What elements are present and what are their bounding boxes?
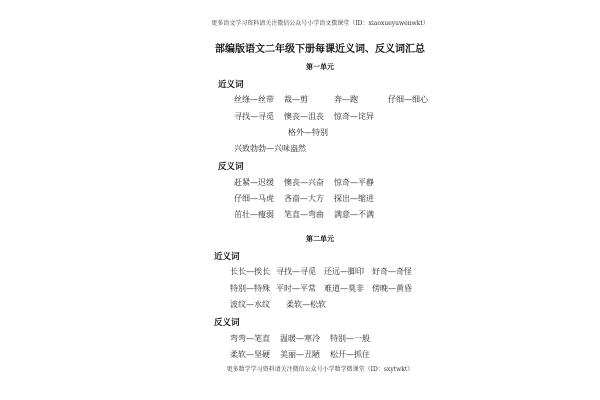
word-pair: 格外—特别 [288, 128, 328, 137]
word-pair: 满意—不满 [334, 210, 374, 219]
word-pair: 裁—剪 [284, 95, 308, 104]
word-pair: 温暖—寒冷 [280, 334, 320, 343]
word-pair: 好奇—奇怪 [372, 267, 412, 276]
word-pair: 仔细—马虎 [234, 194, 274, 203]
word-pair: 傍晚—黄昏 [372, 284, 412, 293]
document-page [200, 10, 440, 390]
unit2-antonyms-label: 反义词 [214, 318, 240, 328]
unit1-syn-row-3 [288, 127, 328, 138]
unit2-syn-row-3 [230, 299, 326, 310]
footer-note: 更多数学学习资料请关注微信公众号小学数学微课堂（ID：sxytwkt） [226, 366, 414, 373]
word-pair: 美丽—丑陋 [280, 350, 320, 359]
word-pair: 兴致勃勃—兴味盎然 [234, 144, 306, 153]
word-pair: 平时—平常 [276, 284, 316, 293]
word-pair: 寻找—寻觅 [234, 112, 274, 121]
unit1-ant-row-1 [234, 177, 374, 188]
unit2-ant-row-1 [230, 333, 370, 344]
word-pair: 特别—一般 [330, 334, 370, 343]
unit1-syn-row-2 [234, 111, 374, 122]
word-pair: 懊丧—兴奋 [284, 178, 324, 187]
unit1-synonyms-label: 近义词 [218, 80, 244, 90]
unit1-syn-row-4 [234, 143, 306, 154]
word-pair: 茁壮—瘦弱 [234, 210, 274, 219]
word-pair: 探出—缩进 [334, 194, 374, 203]
word-pair: 赶紧—迟缓 [234, 178, 274, 187]
word-pair: 特别—特殊 [230, 284, 270, 293]
word-pair: 仔细—细心 [388, 95, 428, 104]
unit1-ant-row-2 [234, 193, 374, 204]
word-pair: 还远—脚印 [324, 267, 364, 276]
page-title: 部编版语文二年级下册每课近义词、反义词汇总 [215, 44, 425, 55]
word-pair: 寻找—寻觅 [276, 267, 316, 276]
unit2-syn-row-2 [230, 283, 412, 294]
word-pair: 丝绦—丝带 [234, 95, 274, 104]
unit1-antonyms-label: 反义词 [218, 162, 244, 172]
word-pair: 松开—抓住 [330, 350, 370, 359]
unit1-syn-row-1 [234, 94, 428, 105]
word-pair: 吝啬—大方 [284, 194, 324, 203]
word-pair: 弯弯—笔直 [230, 334, 270, 343]
word-pair: 柔软—坚硬 [230, 350, 270, 359]
unit2-synonyms-label: 近义词 [214, 252, 240, 262]
header-note: 更多语文学习资料请关注微信公众号小学语文微课堂（ID：xiaoxueyuwenwkt） [211, 20, 429, 27]
word-pair: 难道—莫非 [324, 284, 364, 293]
unit2-ant-row-2 [230, 349, 370, 360]
unit2-syn-row-1 [230, 266, 412, 277]
word-pair: 波纹—水纹 [230, 300, 270, 309]
word-pair: 奔—跑 [334, 95, 358, 104]
word-pair: 笔直—弯曲 [284, 210, 324, 219]
unit-title-1: 第一单元 [306, 62, 334, 71]
word-pair: 惊奇—诧异 [334, 112, 374, 121]
unit1-ant-row-3 [234, 209, 374, 220]
unit-title-2: 第二单元 [306, 234, 334, 243]
word-pair: 长长—挨长 [230, 267, 270, 276]
word-pair: 懊丧—沮丧 [284, 112, 324, 121]
word-pair: 柔软—松软 [286, 300, 326, 309]
word-pair: 惊奇—平静 [334, 178, 374, 187]
